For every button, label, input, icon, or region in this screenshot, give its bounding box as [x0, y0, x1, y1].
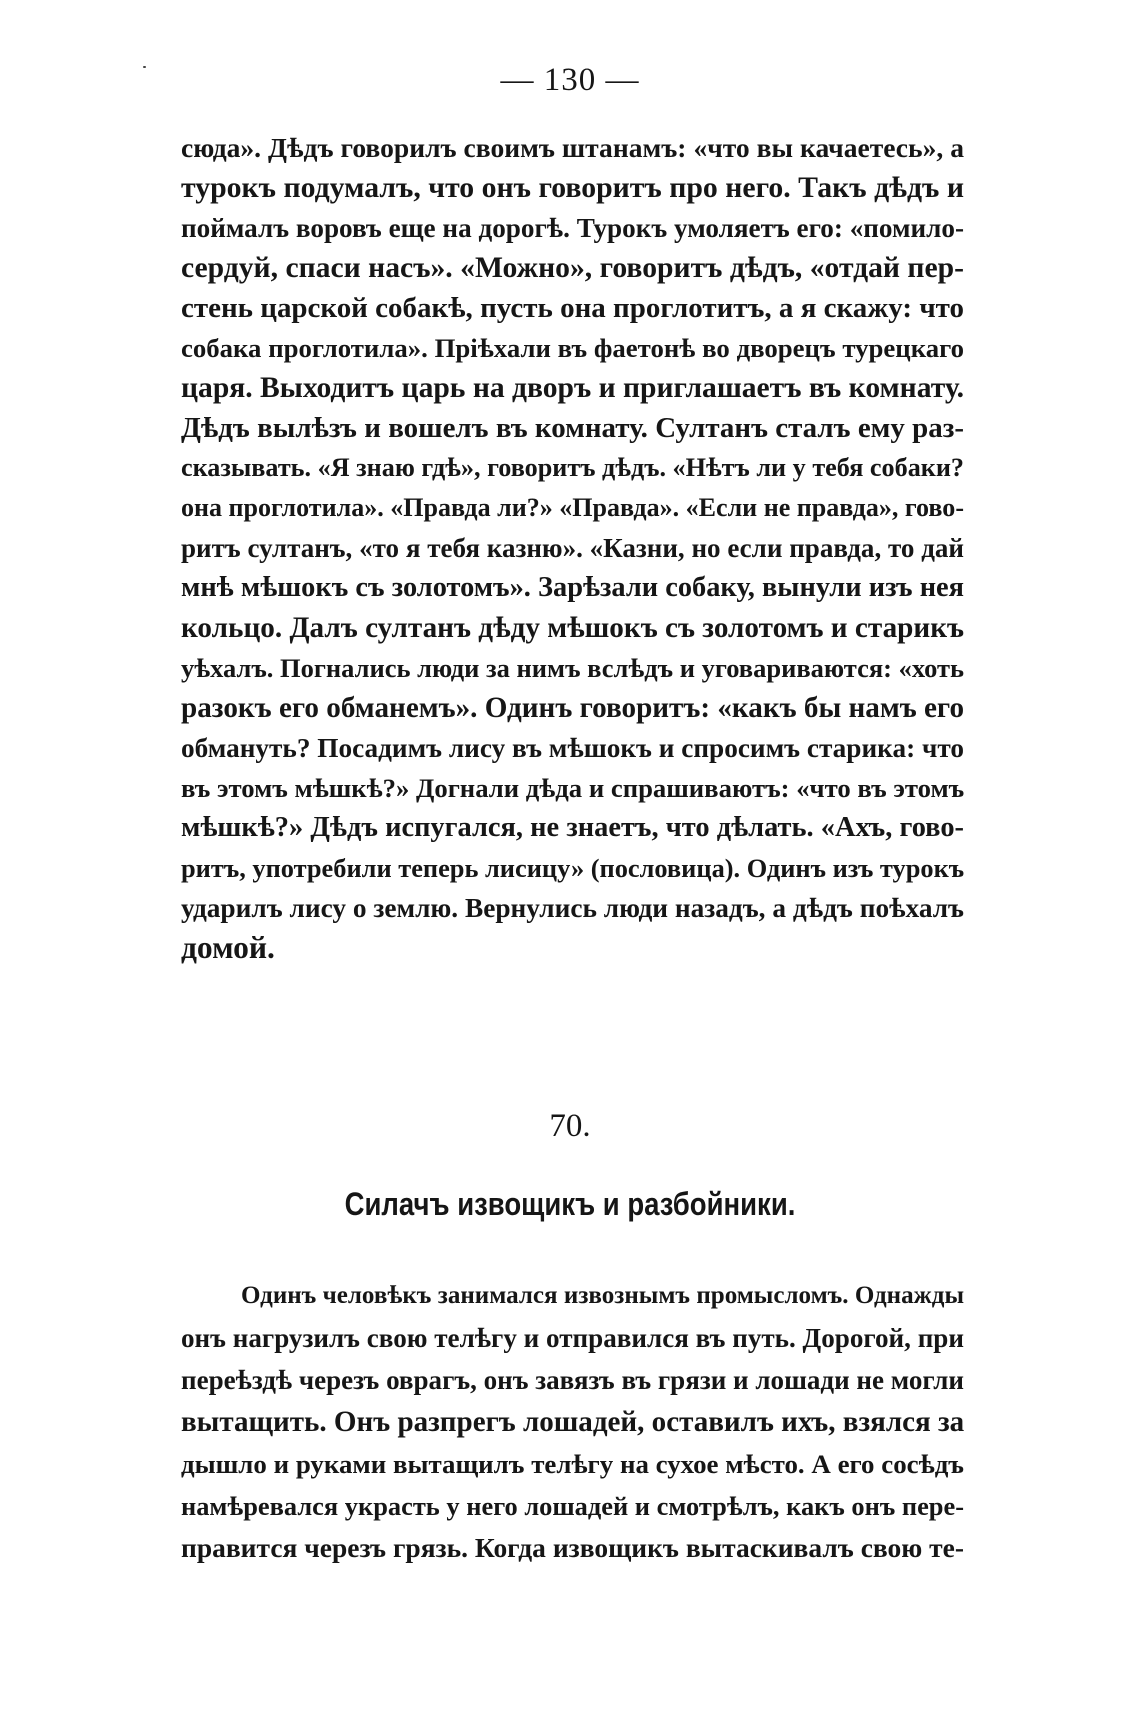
text-line: въ этомъ мѣшкѣ?» Догнали дѣда и спрашиваютъ: «что въ этомъ: [181, 773, 965, 803]
text-line: переѣздѣ черезъ оврагъ, онъ завязъ въ грязи и лошади не могли: [181, 1365, 964, 1395]
text-line: мнѣ мѣшокъ съ золотомъ». Зарѣзали собаку, вынули изъ нея: [181, 572, 964, 603]
text-line: сюда». Дѣдъ говорилъ своимъ штанамъ: «что вы качаетесь», а: [181, 132, 964, 163]
text-line: кольцо. Далъ султанъ дѣду мѣшокъ съ золотомъ и старикъ: [181, 612, 965, 644]
text-line: поймалъ воровъ еще на дорогѣ. Турокъ умоляетъ его: «помило-: [181, 213, 964, 243]
text-line: турокъ подумалъ, что онъ говоритъ про него. Такъ дѣдъ и: [181, 171, 964, 204]
text-line: царя. Выходитъ царь на дворъ и приглашаетъ въ комнату.: [181, 372, 965, 404]
text-line: Дѣдъ вылѣзъ и вошелъ въ комнату. Султанъ сталъ ему раз-: [181, 412, 964, 444]
text-line: собака проглотила». Пріѣхали въ фаетонѣ во дворецъ турецкаго: [181, 333, 964, 363]
text-line: ритъ, употребили теперь лисицу» (пословица). Одинъ изъ турокъ: [181, 853, 965, 883]
text-line: Одинъ человѣкъ занимался извознымъ промысломъ. Однажды: [241, 1282, 964, 1309]
text-line: уѣхалъ. Погнались люди за нимъ вслѣдъ и уговариваются: «хоть: [181, 653, 965, 683]
page-number: — 130 —: [500, 62, 640, 98]
text-line: дышло и руками вытащилъ телѣгу на сухое мѣсто. А его сосѣдъ: [181, 1449, 964, 1479]
text-line: ударилъ лису о землю. Вернулись люди назадъ, а дѣдъ поѣхалъ: [181, 893, 964, 923]
text-line: сердуй, спаси насъ». «Можно», говоритъ дѣдъ, «отдай пер-: [181, 252, 964, 284]
text-line: домой.: [181, 930, 275, 965]
text-line: обмануть? Посадимъ лису въ мѣшокъ и спросимъ старика: что: [181, 733, 964, 763]
story-title: Силачъ извощикъ и разбойники.: [344, 1186, 796, 1222]
text-line: она проглотила». «Правда ли?» «Правда». «Если не правда», гово-: [181, 493, 964, 522]
text-line: разокъ его обманемъ». Одинъ говоритъ: «какъ бы намъ его: [181, 692, 965, 724]
text-line: мѣшкѣ?» Дѣдъ испугался, не знаетъ, что дѣлать. «Ахъ, гово-: [181, 812, 964, 843]
text-line: вытащить. Онъ разпрегъ лошадей, оставилъ ихъ, взялся за: [181, 1406, 965, 1438]
text-line: намѣревался украсть у него лошадей и смотрѣлъ, какъ онъ пере-: [181, 1491, 964, 1521]
text-line: ритъ султанъ, «то я тебя казню». «Казни, но если правда, то дай: [181, 533, 964, 563]
text-line: онъ нагрузилъ свою телѣгу и отправился въ путь. Дорогой, при: [181, 1323, 964, 1353]
text-line: стень царской собакѣ, пусть она проглотитъ, а я скажу: что: [181, 292, 964, 324]
text-line: правится черезъ грязь. Когда извощикъ вытаскивалъ свою те-: [181, 1533, 964, 1563]
story-number: 70.: [549, 1108, 591, 1144]
text-line: сказывать. «Я знаю гдѣ», говоритъ дѣдъ. «Нѣтъ ли у тебя собаки?: [181, 453, 964, 482]
